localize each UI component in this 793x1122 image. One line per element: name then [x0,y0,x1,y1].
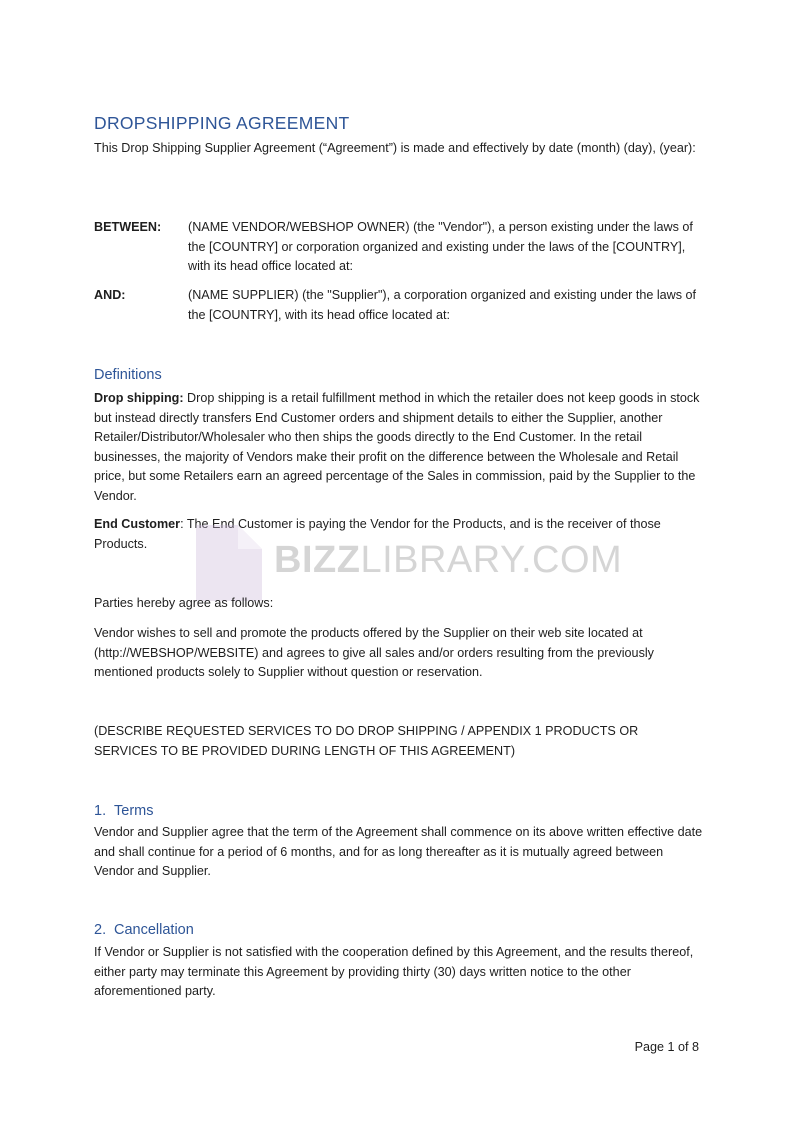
definition-term: Drop shipping: [94,391,184,405]
watermark [194,523,623,603]
section-terms-heading: 1. Terms [94,803,154,819]
and-text: (NAME SUPPLIER) (the "Supplier"), a corporation organized and existing under the laws of the [COUNTRY], with its head office located at: [188,288,697,322]
definition-term: End Customer [94,517,181,531]
definition-text: : The End Customer is paying the Vendor for the Products, and is the receiver of those Products. [94,517,661,551]
between-label: BETWEEN: [94,220,162,234]
between-text: (NAME VENDOR/WEBSHOP OWNER) (the "Vendor"), a person existing under the laws of the [COUNTRY] or corporation organized and existing under the laws of the [COUNTRY], with its head office located at: [188,220,693,274]
section-terms-text: Vendor and Supplier agree that the term of the Agreement shall commence on its above written effective date and shall continue for a period of 6 months, and for as long thereafter as it is mutually agreed between Vendor and Supplier. [94,825,703,879]
vendor-paragraph: Vendor wishes to sell and promote the products offered by the Supplier on their web site located at (http://WEBSHOP/WEBSITE) and agrees to give all sales and/or orders resulting from the previously mentioned products solely to Supplier without question or reservation. [94,626,654,680]
definition-drop-shipping [94,389,704,507]
definitions-heading: Definitions [94,367,162,383]
and-label: AND: [94,288,126,302]
intro-paragraph: This Drop Shipping Supplier Agreement (“Agreement”) is made and effectively by date (month) (day), (year): [94,141,696,155]
section-cancellation-heading: 2. Cancellation [94,922,194,938]
section-cancellation-text: If Vendor or Supplier is not satisfied with the cooperation defined by this Agreement, and the results thereof, either party may terminate this Agreement by providing thirty (30) days written notice to the other aforementioned party. [94,945,694,999]
agree-paragraph: Parties hereby agree as follows: [94,596,274,610]
document-icon [194,523,264,603]
definition-text: Drop shipping is a retail fulfillment method in which the retailer does not keep goods in stock but instead directly transfers End Customer orders and shipment details to either the Supplier, another Retailer/Distributor/Wholesaler who then ships the goods directly to the End Customer. In the retail businesses, the majority of Vendors make their profit on the difference between the Wholesale and Retail price, but some Retailers earn an agreed percentage of the Sales in commission, paid by the Supplier to the Vendor. [94,391,700,503]
document-title: DROPSHIPPING AGREEMENT [94,113,350,133]
describe-paragraph: (DESCRIBE REQUESTED SERVICES TO DO DROP SHIPPING / APPENDIX 1 PRODUCTS OR SERVICES TO BE PROVIDED DURING LENGTH OF THIS AGREEMENT) [94,724,639,758]
page-number: Page 1 of 8 [634,1040,699,1054]
watermark-text: BIZZLIBRARY.COM [274,539,623,581]
